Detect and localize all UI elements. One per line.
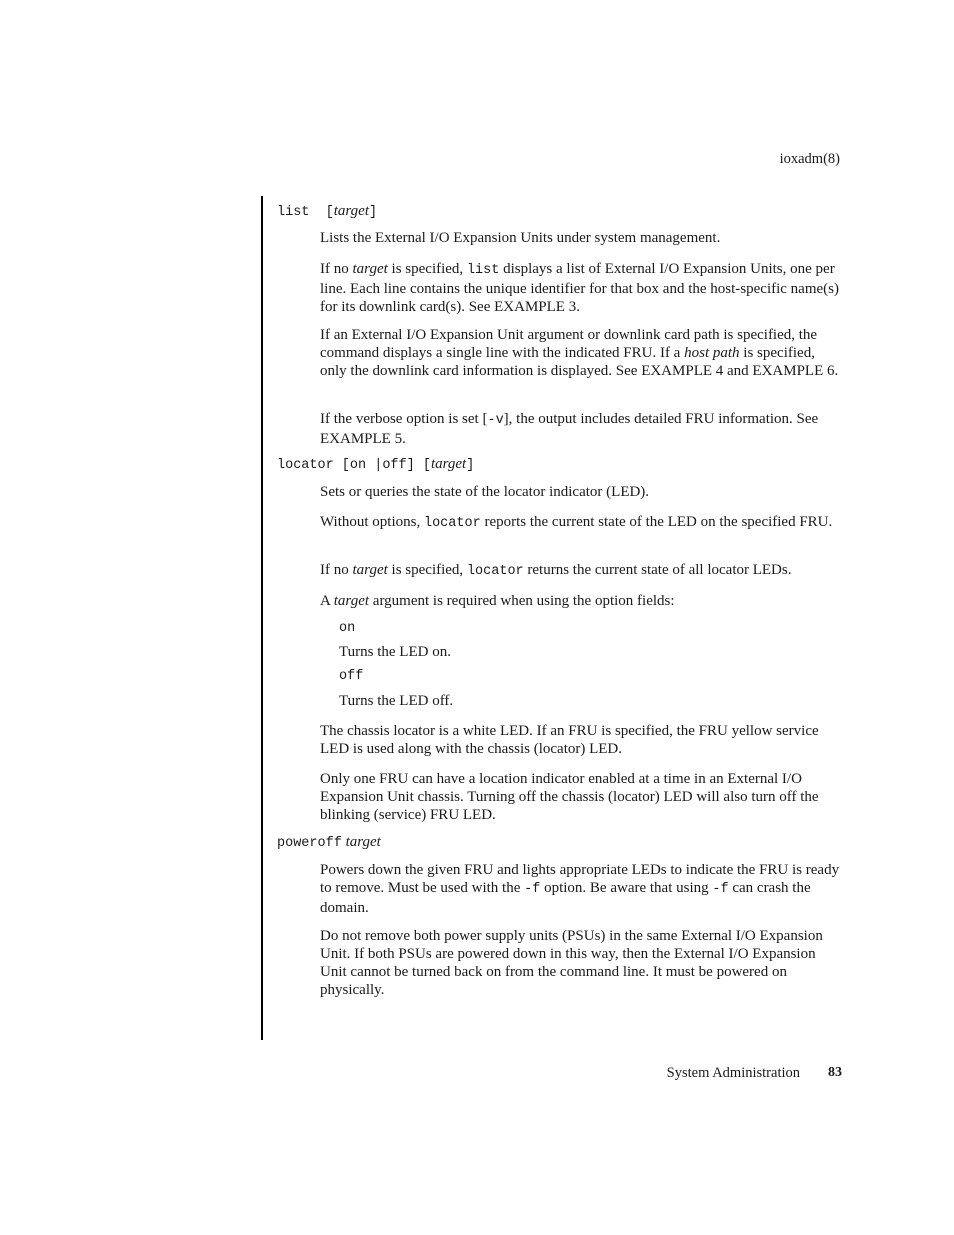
locator-para-6: Only one FRU can have a location indicator enabled at a time in an External I/O Expansion Unit chassis. Turning off the chassis (locator) LED will also turn off the blinking (service) FRU LED. bbox=[320, 771, 819, 823]
locator-para-2: Without options, locator reports the current state of the LED on the specified FRU. bbox=[320, 514, 833, 531]
target-term: target bbox=[352, 562, 388, 578]
option-off-desc: Turns the LED off. bbox=[339, 693, 454, 709]
poweroff-term bbox=[277, 833, 381, 853]
list-arg: target bbox=[333, 203, 369, 219]
locator-arg: target bbox=[430, 456, 467, 472]
code-locator: locator bbox=[466, 564, 524, 579]
target-term: target bbox=[352, 261, 388, 277]
list-term bbox=[277, 202, 377, 222]
target-term: target bbox=[333, 593, 370, 609]
list-para-1: Lists the External I/O Expansion Units under system management. bbox=[320, 230, 721, 246]
code-list: list bbox=[466, 263, 500, 278]
option-on-desc: Turns the LED on. bbox=[339, 644, 451, 660]
poweroff-para-1: Powers down the given FRU and lights appropriate LEDs to indicate the FRU is ready to remove. Must be used with the -f option. Be aware that using -f can crash the domain. bbox=[320, 862, 840, 916]
poweroff-cmd: poweroff bbox=[277, 836, 342, 851]
host-path-term: host path bbox=[684, 345, 740, 361]
code-locator: locator bbox=[423, 516, 481, 531]
list-bracket-open: [ bbox=[325, 205, 334, 220]
code-force: -f bbox=[524, 882, 541, 897]
locator-cmd: locator [on |off] [ bbox=[277, 458, 431, 473]
list-bracket-close: ] bbox=[369, 205, 378, 220]
footer-title: System Administration bbox=[666, 1065, 800, 1081]
list-cmd: list bbox=[277, 205, 310, 220]
code-force: -f bbox=[712, 882, 729, 897]
locator-para-5: The chassis locator is a white LED. If an FRU is specified, the FRU yellow service LED is used along with the chassis (locator) LED. bbox=[320, 723, 819, 757]
locator-term bbox=[277, 455, 474, 475]
code-verbose: -v bbox=[487, 413, 504, 428]
running-head: ioxadm(8) bbox=[779, 151, 840, 167]
locator-para-4: A target argument is required when using the option fields: bbox=[320, 593, 675, 609]
poweroff-arg: target bbox=[345, 834, 381, 850]
option-on-name: on bbox=[339, 621, 356, 636]
poweroff-para-2: Do not remove both power supply units (PSUs) in the same External I/O Expansion Unit. If both PSUs are powered down in this way, then the External I/O Expansion Unit cannot be turned back on from the command line. It must be powered on physically. bbox=[320, 928, 823, 998]
list-para-4: If the verbose option is set [-v], the output includes detailed FRU information. See EXAMPLE 5. bbox=[320, 411, 819, 447]
locator-para-1: Sets or queries the state of the locator indicator (LED). bbox=[320, 484, 650, 500]
option-off-name: off bbox=[339, 669, 364, 684]
change-bar bbox=[261, 196, 263, 1040]
locator-para-3: If no target is specified, locator returns the current state of all locator LEDs. bbox=[320, 562, 792, 579]
list-para-3: If an External I/O Expansion Unit argument or downlink card path is specified, the command displays a single line with the indicated FRU. If a host path is specified, only the downlink card information is displayed. See EXAMPLE 4 and EXAMPLE 6. bbox=[320, 327, 839, 379]
list-para-2: If no target is specified, list displays a list of External I/O Expansion Units, one per line. Each line contains the unique identifier for that box and the host-specific name(s) for its downlink card(s). See EXAMPLE 3. bbox=[320, 261, 839, 315]
page-number: 83 bbox=[828, 1065, 842, 1080]
locator-bracket-close: ] bbox=[466, 458, 475, 473]
